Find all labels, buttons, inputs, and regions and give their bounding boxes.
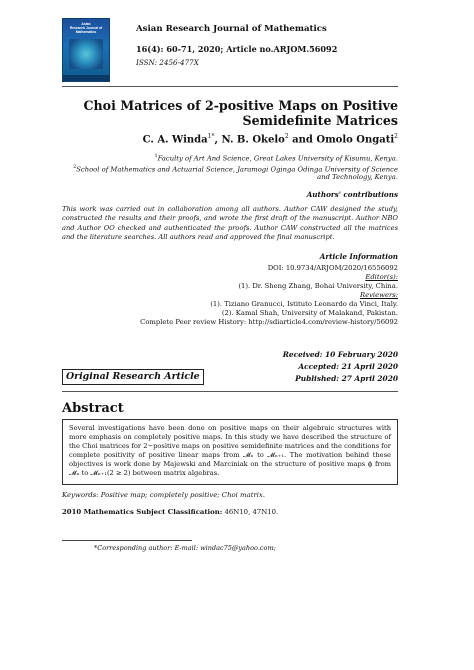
corresponding-author-footnote: *Corresponding author: E-mail: windac75@yahoo.com; (94, 544, 276, 552)
section-divider (62, 391, 398, 392)
reviewers-label: Reviewers: (359, 291, 398, 299)
journal-issn: ISSN: 2456-477X (136, 58, 199, 67)
review-history-link[interactable]: Complete Peer review History: http://sdiarticle4.com/review-history/56092 (140, 318, 398, 326)
cover-title-line: Mathematics (75, 30, 97, 34)
editors-label: Editor(s): (365, 273, 398, 281)
journal-cover (62, 18, 110, 82)
paper-title-line-2: Semidefinite Matrices (242, 113, 398, 128)
contributions-heading: Authors' contributions (306, 190, 398, 199)
cover-title (65, 22, 107, 34)
editor-entry: (1). Dr. Sheng Zhang, Bohai University, China. (238, 282, 398, 290)
published-date: Published: 27 April 2020 (295, 374, 398, 383)
author-name: C. A. Winda (142, 134, 208, 146)
cover-artwork (69, 39, 103, 69)
received-date: Received: 10 February 2020 (282, 350, 398, 359)
affiliation-marker: 2 (73, 164, 77, 170)
journal-name: Asian Research Journal of Mathematics (136, 24, 327, 34)
abstract-box (62, 419, 398, 485)
reviewer-entry: (2). Kamal Shah, University of Malakand, Pakistan. (221, 309, 398, 317)
article-type-badge: Original Research Article (62, 369, 204, 385)
cover-title-line: Research Journal of (69, 26, 103, 30)
author-affiliation-marker: 2 (394, 133, 398, 140)
author-name: Omolo Ongati (316, 134, 395, 146)
abstract-text: Several investigations have been done on positive maps on their algebraic structures with more emphasis on completely positive maps. In this study we have described the structure of the Choi matrices for 2−positive maps on positive semidefinite matrices and the conditions for complete positivity of positive linear maps from 𝓜ₙ to 𝓜ₙ₊₁. The motivation behind these objectives is work done by Majewski and Marciniak on the structure of positive maps ϕ from 𝓜ₙ to 𝓜ₙ₊₁(2 ≥ 2) between matrix algebras. (69, 424, 391, 478)
msc-value: 46N10, 47N10. (222, 508, 279, 516)
cover-strip (63, 75, 109, 81)
header-divider (62, 86, 398, 87)
affiliation-text: and Technology, Kenya. (317, 173, 398, 181)
author-affiliation-marker: 2 (284, 133, 289, 140)
journal-citation: 16(4): 60-71, 2020; Article no.ARJOM.56092 (136, 44, 338, 54)
doi[interactable]: DOI: 10.9734/ARJOM/2020/16556092 (267, 264, 398, 272)
author-separator: and (288, 134, 317, 146)
keywords: Keywords: Positive map; completely positive; Choi matrix. (62, 491, 266, 499)
affiliation (317, 173, 398, 183)
reviewer-entry: (1). Tiziano Granucci, Istituto Leonardo da Vinci, Italy. (210, 300, 398, 308)
accepted-date: Accepted: 21 April 2020 (298, 362, 398, 371)
author-separator: , (214, 134, 222, 146)
author-list (62, 133, 398, 145)
article-info-heading: Article Information (319, 252, 398, 261)
affiliation-marker: 1 (154, 153, 158, 159)
contributions-text: This work was carried out in collaboration among all authors. Author CAW designed the study, constructed the results and their proofs, and wrote the first draft of the manuscript. Author NBO and Author OO checked and authenticated the proofs. Author CAW constructed all the matrices and the literature searches. All authors read and approved the final manuscript. (62, 205, 398, 242)
affiliation-text: School of Mathematics and Actuarial Science, Jaramogi Oginga Odinga University of Science (76, 165, 398, 174)
footnote-divider (62, 540, 192, 541)
msc-label: 2010 Mathematics Subject Classification: (62, 508, 223, 516)
affiliation-text: Faculty of Art And Science, Great Lakes University of Kisumu, Kenya. (157, 154, 398, 163)
abstract-heading: Abstract (62, 401, 124, 416)
author-affiliation-marker: 1* (207, 133, 215, 140)
author-name: N. B. Okelo (221, 134, 285, 146)
msc-classification (62, 508, 278, 516)
paper-title-line-1: Choi Matrices of 2-positive Maps on Positive (83, 98, 398, 113)
cover-title-line: Asian (81, 22, 91, 26)
